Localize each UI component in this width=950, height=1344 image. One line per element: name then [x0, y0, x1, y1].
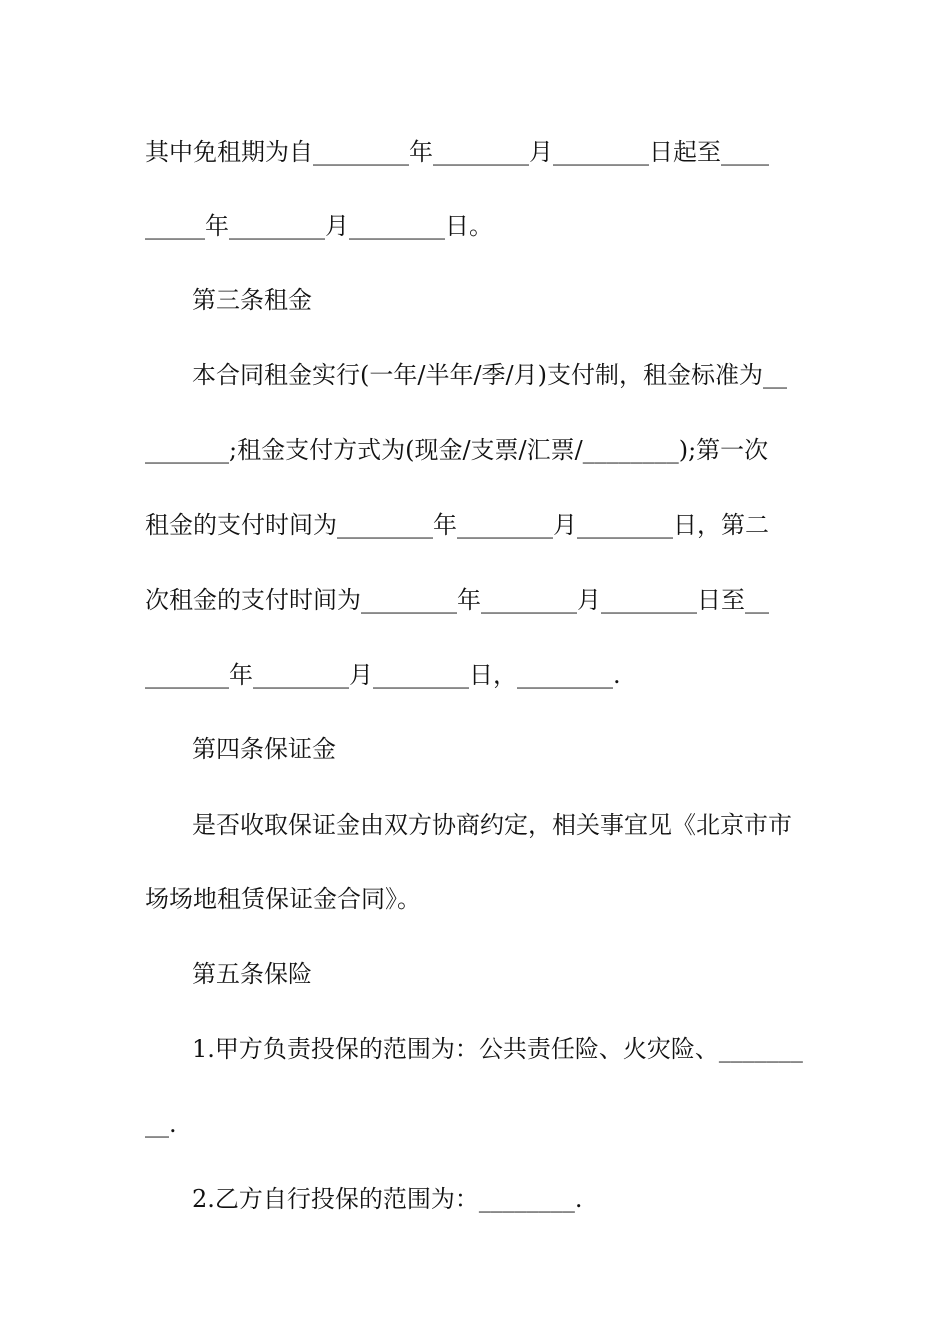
paragraph-line: _______;租金支付方式为(现金/支票/汇票/________);第一次 [145, 436, 769, 464]
paragraph-line: 场场地租赁保证金合同》。 [145, 885, 421, 913]
section-heading: 第五条保险 [192, 960, 312, 988]
paragraph-line: 租金的支付时间为________年________月________日，第二 [145, 511, 769, 539]
section-heading: 第三条租金 [192, 286, 312, 314]
paragraph-line: 其中免租期为自________年________月________日起至____ [145, 138, 769, 166]
paragraph-line: __. [145, 1110, 177, 1138]
paragraph-line: 是否收取保证金由双方协商约定，相关事宜见《北京市市 [192, 811, 792, 839]
paragraph-line: 2.乙方自行投保的范围为：________. [192, 1185, 583, 1213]
paragraph-line: 本合同租金实行(一年/半年/季/月)支付制，租金标准为__ [192, 361, 787, 389]
paragraph-line: _______年________月________日，________. [145, 661, 621, 689]
section-heading: 第四条保证金 [192, 735, 336, 763]
paragraph-line: _____年________月________日。 [145, 212, 493, 240]
paragraph-line: 次租金的支付时间为________年________月________日至__ [145, 586, 769, 614]
paragraph-line: 1.甲方负责投保的范围为：公共责任险、火灾险、_______ [192, 1035, 803, 1063]
